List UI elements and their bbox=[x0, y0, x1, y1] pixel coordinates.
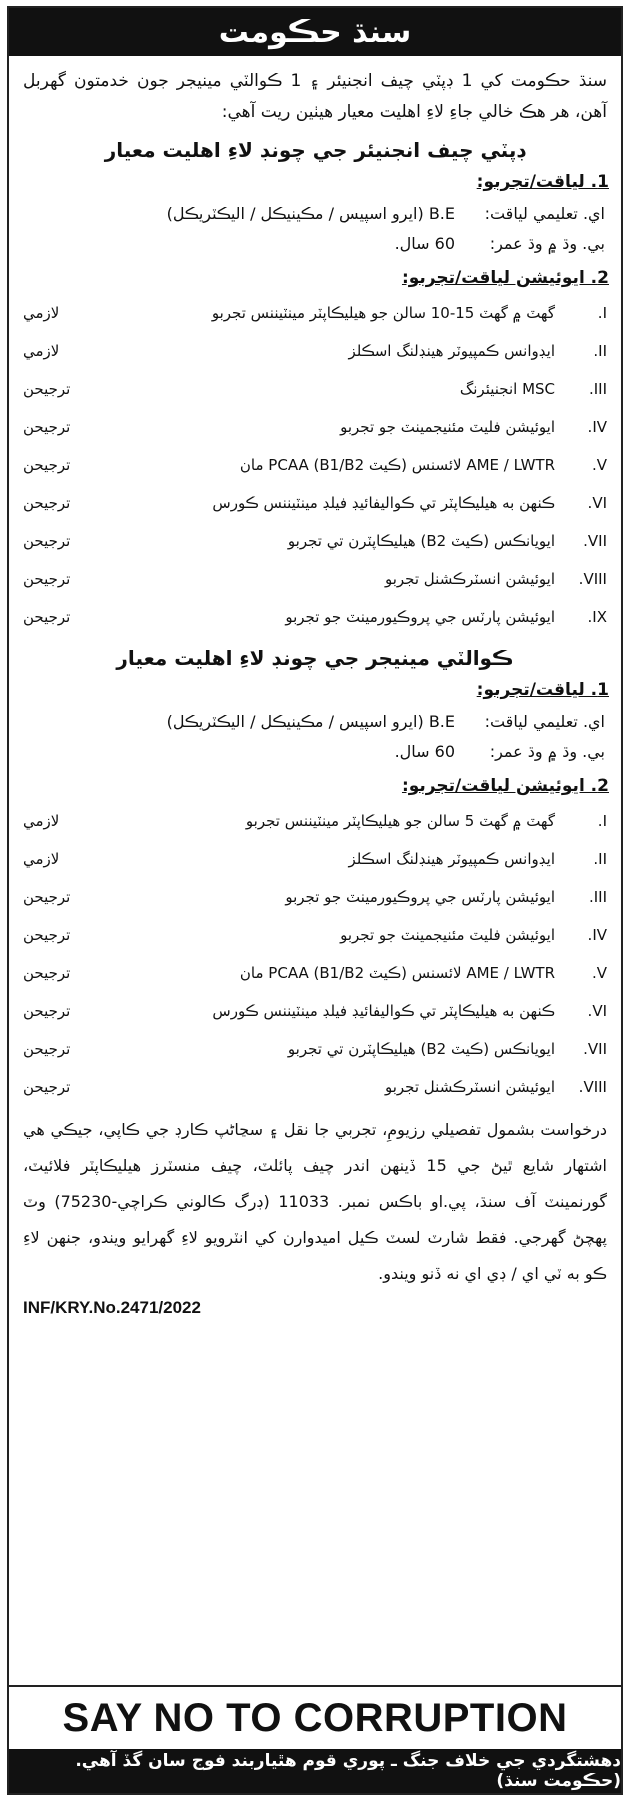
footer-tagline: دهشتگردي جي خلاف جنگ ـ پوري قوم هٿياربند فوج سان گڏ آهي. (حڪومت سنڌ) bbox=[9, 1749, 621, 1793]
list-item: VIII. ايوئيشن انسٽرڪشنل تجربو ترجيحن bbox=[23, 570, 607, 588]
qualification-title: 1. لياقت/تجربو: bbox=[476, 680, 609, 700]
list-item: VI. ڪنهن به هيليڪاپٽر تي ڪواليفائيڊ فيلڊ مينٽيننس ڪورس ترجيحن bbox=[23, 494, 607, 512]
list-item: V. AME / LWTR لائسنس (ڪيٽ B1/B2) PCAA مان ترجيحن bbox=[23, 456, 607, 474]
requirement-status: ترجيحن bbox=[23, 418, 71, 436]
requirement-status: ترجيحن bbox=[23, 926, 71, 944]
requirement-status: ترجيحن bbox=[23, 570, 71, 588]
requirement-status: ترجيحن bbox=[23, 888, 71, 906]
list-item: VII. ايويانڪس (ڪيٽ B2) هيليڪاپٽرن تي تجربو ترجيحن bbox=[23, 1040, 607, 1058]
requirement-status: لازمي bbox=[23, 342, 60, 360]
header-title: سنڌ حڪومت bbox=[218, 14, 412, 50]
list-item: IX. ايوئيشن پارٽس جي پروڪيورمينٽ جو تجربو ترجيحن bbox=[23, 608, 607, 626]
requirement-status: لازمي bbox=[23, 850, 60, 868]
list-item: VII. ايويانڪس (ڪيٽ B2) هيليڪاپٽرن تي تجربو ترجيحن bbox=[23, 532, 607, 550]
footer-box bbox=[9, 1685, 621, 1793]
header-bar bbox=[9, 8, 621, 56]
list-item: IV. ايوئيشن فليٽ مئنيجمينٽ جو تجربو ترجيحن bbox=[23, 926, 607, 944]
requirements-list bbox=[9, 294, 621, 636]
anti-corruption-slogan: SAY NO TO CORRUPTION bbox=[62, 1696, 568, 1740]
requirement-status: ترجيحن bbox=[23, 456, 71, 474]
application-instructions: درخواست بشمول تفصيلي رزيومِ، تجربي جا نقل ۽ سڃاڻپ ڪارڊ جي ڪاپي، جيڪي هي اشتهار شايع ٿيڻ جي 15 ڏينهن اندر چيف پائلٽ، چيف منسٽرز هيليڪاپٽر فلائيٽ، گورنمينٽ آف سنڌ، پي.او باڪس نمبر. 11033 (ڊرگ ڪالوني ڪراچي-75230) وٽ پهچڻ گهرجي. فقط شارٽ لسٽ ڪيل اميدوارن کي انٽرويو لاءِ گهرايو ويندو، جنهن لاءِ ڪو به ٽي اي / ڊي اي نه ڏنو ويندو. bbox=[23, 1120, 608, 1283]
age-row bbox=[9, 736, 621, 766]
age-row bbox=[9, 228, 621, 258]
requirement-status: ترجيحن bbox=[23, 532, 71, 550]
requirement-status: لازمي bbox=[23, 812, 60, 830]
section-heading: ڪوالٽي مينيجر جي چونڊ لاءِ اهليت معيار bbox=[116, 646, 514, 670]
requirement-status: لازمي bbox=[23, 304, 60, 322]
list-item: V. AME / LWTR لائسنس (ڪيٽ B1/B2) PCAA مان ترجيحن bbox=[23, 964, 607, 982]
requirement-status: ترجيحن bbox=[23, 1078, 71, 1096]
list-item: III. ايوئيشن پارٽس جي پروڪيورمينٽ جو تجربو ترجيحن bbox=[23, 888, 607, 906]
list-item: VI. ڪنهن به هيليڪاپٽر تي ڪواليفائيڊ فيلڊ مينٽيننس ڪورس ترجيحن bbox=[23, 1002, 607, 1020]
aviation-title: 2. ايوئيشن لياقت/تجربو: bbox=[401, 776, 609, 796]
education-value: B.E (ايرو اسپيس / مڪينيڪل / اليڪٽريڪل) bbox=[166, 203, 455, 223]
list-item: I. گهٽ ۾ گهٽ 15-10 سالن جو هيليڪاپٽر مينٽيننس تجربو لازمي bbox=[23, 304, 607, 322]
aviation-title: 2. ايوئيشن لياقت/تجربو: bbox=[401, 268, 609, 288]
education-row bbox=[9, 706, 621, 736]
list-item: IV. ايوئيشن فليٽ مئنيجمينٽ جو تجربو ترجيحن bbox=[23, 418, 607, 436]
requirement-status: ترجيحن bbox=[23, 608, 71, 626]
age-value: 60 سال. bbox=[394, 741, 455, 761]
advertisement bbox=[7, 6, 623, 1795]
education-value: B.E (ايرو اسپيس / مڪينيڪل / اليڪٽريڪل) bbox=[166, 711, 455, 731]
list-item: III. MSC انجنيئرنگ ترجيحن bbox=[23, 380, 607, 398]
section-heading: ڊپٽي چيف انجنيئر جي چونڊ لاءِ اهليت معيار bbox=[104, 138, 526, 162]
reference-number: INF/KRY.No.2471/2022 bbox=[23, 1298, 201, 1317]
education-label: اي. تعليمي لياقت: bbox=[484, 711, 605, 731]
age-value: 60 سال. bbox=[394, 233, 455, 253]
requirements-list bbox=[9, 802, 621, 1106]
age-label: بي. وڌ ۾ وڌ عمر: bbox=[489, 741, 605, 761]
list-item: I. گهٽ ۾ گهٽ 5 سالن جو هيليڪاپٽر مينٽيننس تجربو لازمي bbox=[23, 812, 607, 830]
education-row bbox=[9, 198, 621, 228]
qualification-title: 1. لياقت/تجربو: bbox=[476, 172, 609, 192]
list-item: II. ايڊوانس ڪمپيوٽر هينڊلنگ اسڪلز لازمي bbox=[23, 342, 607, 360]
section-deputy-chief-engineer bbox=[9, 138, 621, 636]
age-label: بي. وڌ ۾ وڌ عمر: bbox=[489, 233, 605, 253]
requirement-status: ترجيحن bbox=[23, 1040, 71, 1058]
requirement-status: ترجيحن bbox=[23, 964, 71, 982]
intro-paragraph: سنڌ حڪومت کي 1 ڊپٽي چيف انجنيئر ۽ 1 ڪوالٽي مينيجر جون خدمتون گهربل آهن، هر هڪ خالي جاءِ لاءِ اهليت معيار هيٺين ريت آهي: bbox=[23, 71, 608, 122]
section-quality-manager bbox=[9, 646, 621, 1106]
requirement-status: ترجيحن bbox=[23, 1002, 71, 1020]
requirement-status: ترجيحن bbox=[23, 380, 71, 398]
education-label: اي. تعليمي لياقت: bbox=[484, 203, 605, 223]
requirement-status: ترجيحن bbox=[23, 494, 71, 512]
list-item: II. ايڊوانس ڪمپيوٽر هينڊلنگ اسڪلز لازمي bbox=[23, 850, 607, 868]
list-item: VIII. ايوئيشن انسٽرڪشنل تجربو ترجيحن bbox=[23, 1078, 607, 1096]
